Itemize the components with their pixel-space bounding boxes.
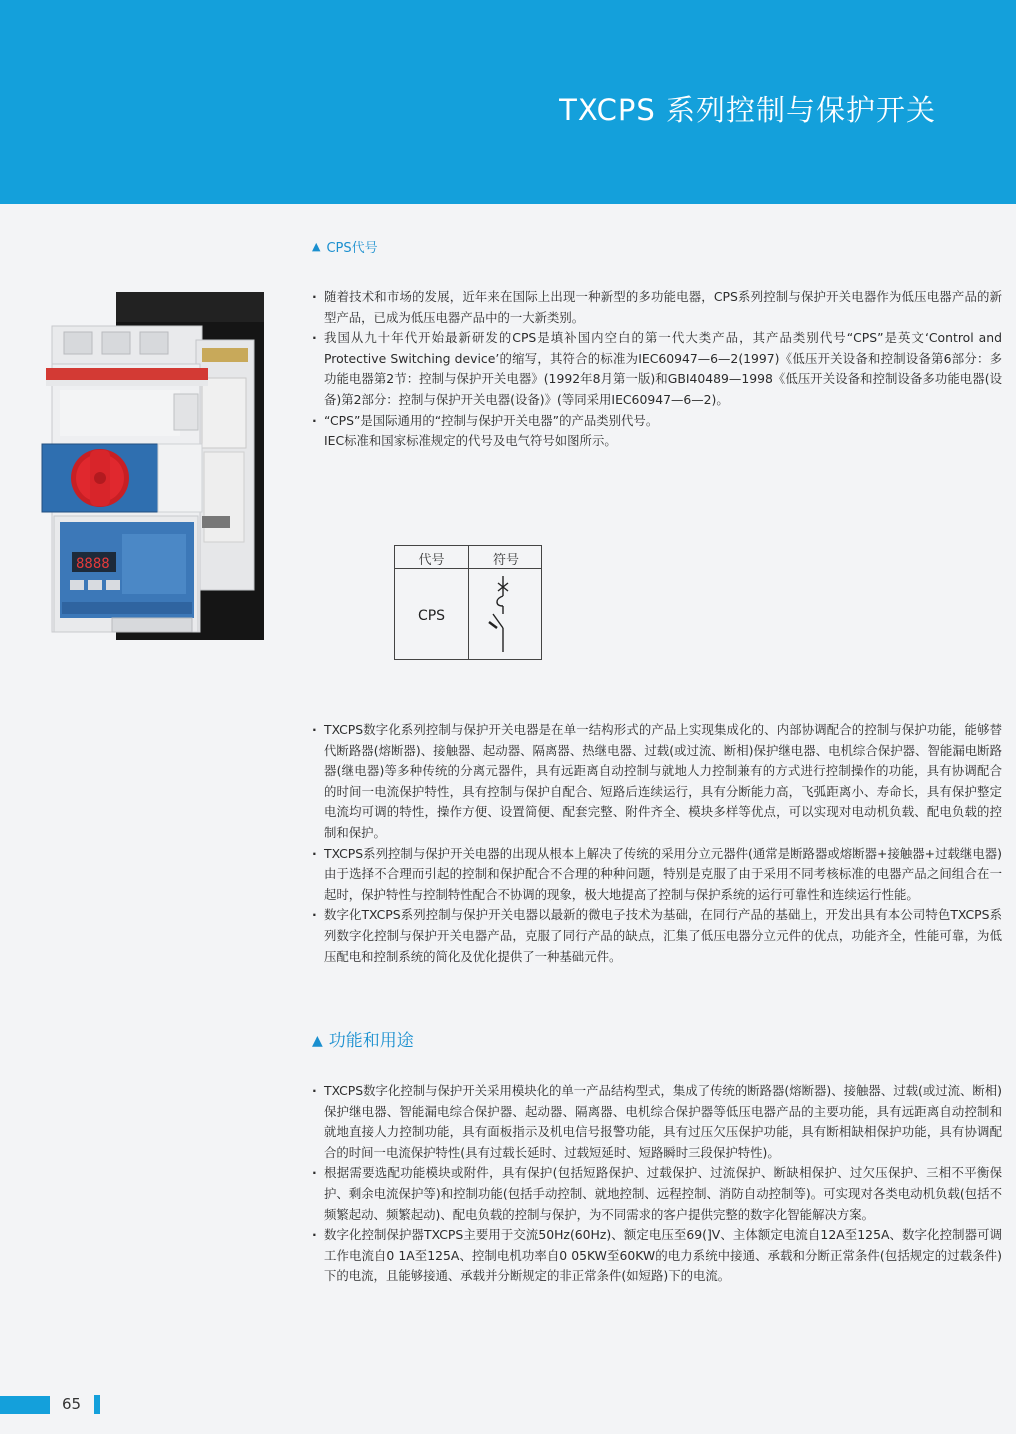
product-display-digits: 8888 [76, 556, 110, 572]
description-paragraph: · TXCPS系列控制与保护开关电器的出现从根本上解决了传统的采用分立元器件(通常是断路器或熔断器+接触器+过载继电器)由于选择不合理而引起的控制和保护配合不合理的种种问题，特别是克服了由于采用不同考核标准的电器产品之间组合在一起时，保护特性与控制特性配合不协调的现象，极大地提高了控制与保护系统的运行可靠性和连续运行性能。 [310, 844, 1002, 906]
symbol-table-code-value: CPS [417, 608, 446, 624]
intro-paragraph: · 随着技术和市场的发展，近年来在国际上出现一种新型的多功能电器，CPS系列控制与保护开关电器作为低压电器产品的新型产品，已成为低压电器产品中的一大新类别。 [310, 287, 1002, 328]
intro-paragraph: · 我国从九十年代开始最新研发的CPS是填补国内空白的第一代大类产品，其产品类别代号“CPS”是英文‘Control and Protective Switching device’的缩写，其符合的标准为IEC60947—6—2(1997)《低压开关设备和控制设备第6部分：多功能电器第2节：控制与保护开关电器》(1992年8月第一版)和GBI40489—1998《低压开关设备和控制设备多功能电器(设备)第2部分：控制与保护开关电器(设备)》(等同采用IEC60947—6—2)。 [310, 328, 1002, 410]
footer-mark [94, 1395, 100, 1414]
cps-switch-icon [36, 290, 268, 642]
description-text [310, 720, 1002, 967]
intro-paragraph: · “CPS”是国际通用的“控制与保护开关电器”的产品类别代号。 [310, 411, 1002, 432]
triangle-icon: ▲ [312, 240, 321, 253]
page-title: TXCPS 系列控制与保护开关 [559, 93, 936, 127]
symbol-table-col-symbol: 符号 [492, 553, 519, 568]
description-paragraph: · TXCPS数字化系列控制与保护开关电器是在单一结构形式的产品上实现集成化的、内部协调配合的控制与保护功能，能够替代断路器(熔断器)、接触器、起动器、隔离器、热继电器、过载(或过流、断相)保护继电器、电机综合保护器、智能漏电断路器(继电器)等多种传统的分离元器件，具有远距离自动控制与就地人力控制兼有的方式进行控制操作的功能，具有协调配合的时间一电流保护特性，具有控制与保护自配合、短路后连续运行，具有分断能力高，飞弧距离小、寿命长，具有保护整定电流均可调的特性，操作方便、设置简便、配套完整、附件齐全、模块多样等优点，可以实现对电动机负载、配电负载的控制和保护。 [310, 720, 1002, 844]
section-heading-text: CPS代号 [326, 241, 378, 256]
symbol-table-col-code: 代号 [418, 553, 445, 568]
intro-text [310, 287, 1002, 452]
triangle-icon: ▲ [312, 1033, 323, 1049]
section-heading-text: 功能和用途 [328, 1031, 414, 1051]
function-paragraph: · 根据需要选配功能模块或附件，具有保护(包括短路保护、过载保护、过流保护、断缺相保护、过欠压保护、三相不平衡保护、剩余电流保护等)和控制功能(包括手动控制、就地控制、远程控制、消防自动控制等)。可实现对各类电动机负载(包括不频繁起动、频繁起动)、配电负载的控制与保护，为不同需求的客户提供完整的数字化智能解决方案。 [310, 1163, 1002, 1225]
section-heading-functions [312, 1026, 414, 1051]
page-number: 65 [62, 1395, 82, 1413]
function-paragraph: · TXCPS数字化控制与保护开关采用模块化的单一产品结构型式，集成了传统的断路器(熔断器)、接触器、过载(或过流、断相)保护继电器、智能漏电综合保护器、起动器、隔离器、电机综合保护器等低压电器产品的主要功能，具有远距离自动控制和就地直接人力控制功能，具有面板指示及机电信号报警功能，具有过压欠压保护功能，具有断相缺相保护功能，具有协调配合的时间一电流保护特性(具有过载长延时、过载短延时、短路瞬时三段保护特性)。 [310, 1081, 1002, 1163]
intro-paragraph: IEC标准和国家标准规定的代号及电气符号如图所示。 [324, 433, 617, 449]
function-text [310, 1081, 1002, 1287]
footer-accent-bar [0, 1396, 50, 1414]
function-paragraph: · 数字化控制保护器TXCPS主要用于交流50Hz(60Hz)、额定电压至69(]V、主体额定电流自12A至125A、数字化控制器可调工作电流自0 1A至125A、控制电机功率自0 05KW至60KW的电力系统中接通、承载和分断正常条件(包括规定的过载条件)下的电流，且能够接通、承载并分断规定的非正常条件(如短路)下的电流。 [310, 1225, 1002, 1287]
cps-electrical-symbol-icon [483, 576, 523, 652]
header-banner [0, 0, 1016, 204]
product-image-cps-switch [36, 290, 268, 642]
description-paragraph: · 数字化TXCPS系列控制与保护开关电器以最新的微电子技术为基础，在同行产品的基础上，开发出具有本公司特色TXCPS系列数字化控制与保护开关电器产品，克服了同行产品的缺点，汇集了低压电器分立元件的优点，功能齐全，性能可靠，为低压配电和控制系统的简化及优化提供了一种基础元件。 [310, 905, 1002, 967]
symbol-table [394, 545, 542, 660]
section-heading-cps-code [312, 237, 378, 256]
